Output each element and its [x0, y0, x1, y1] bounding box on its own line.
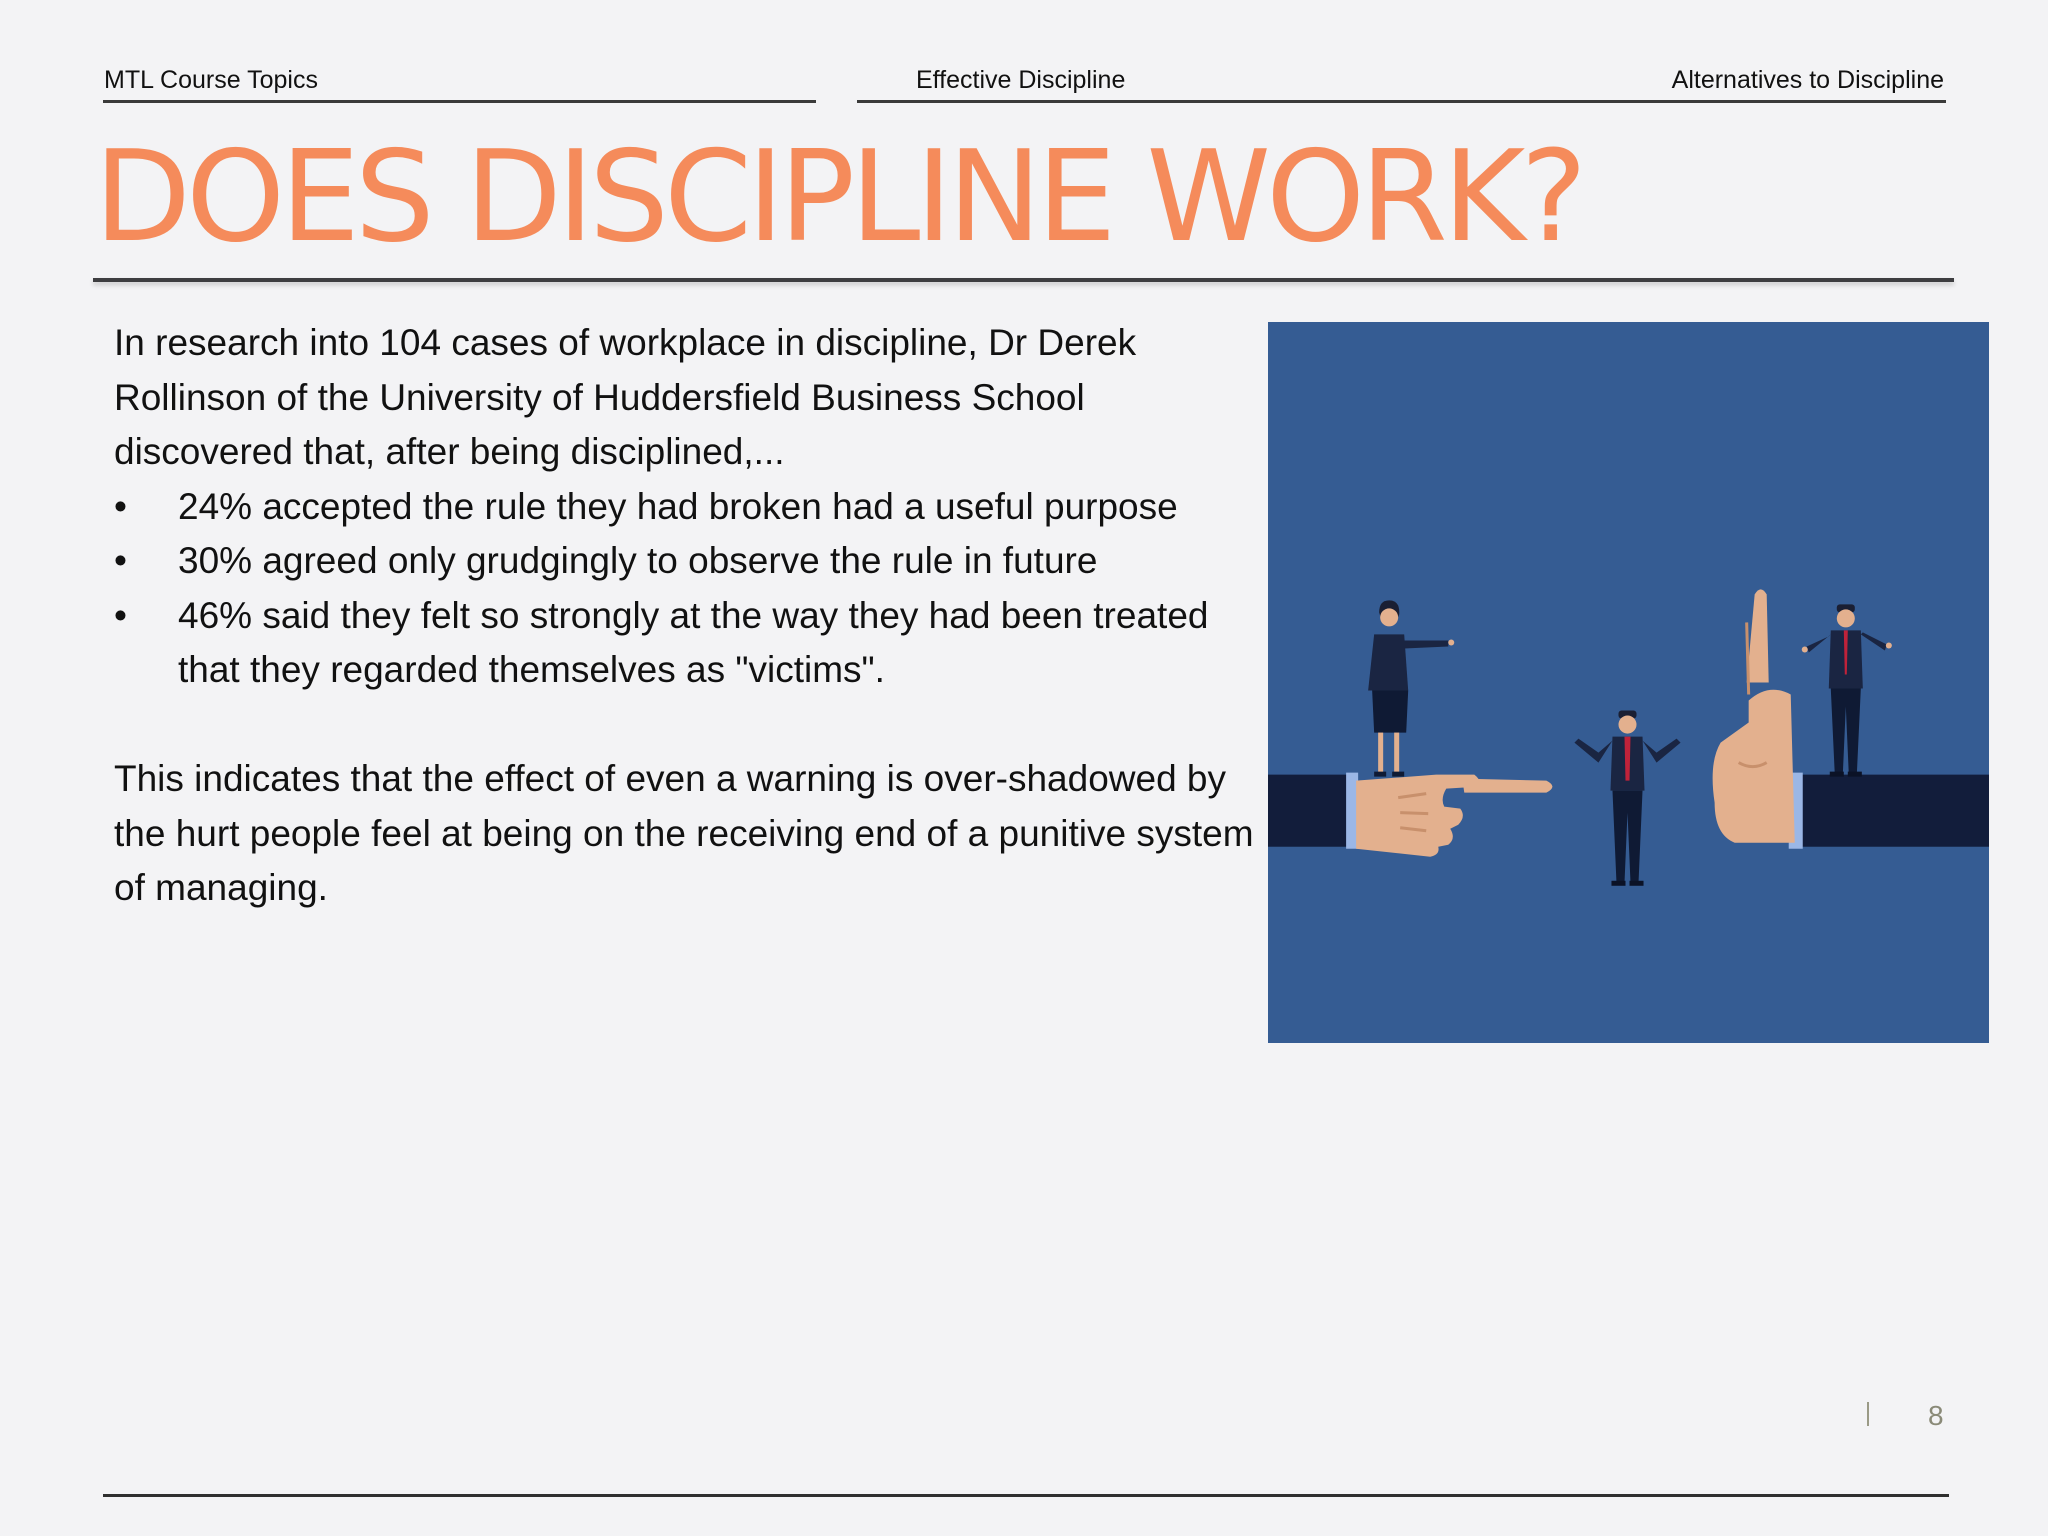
bullet-icon: •: [114, 485, 127, 527]
bullet-icon: •: [114, 594, 127, 636]
list-item: [114, 534, 1254, 589]
findings-list: [114, 480, 1254, 698]
conclusion-paragraph: This indicates that the effect of even a warning is over-shadowed by the hurt people feel at being on the receiving end of a punitive system of managing.: [114, 758, 1254, 908]
page-number-divider: [1867, 1402, 1869, 1426]
footer-divider: [103, 1494, 1949, 1497]
list-item: [114, 480, 1254, 535]
list-item: [114, 589, 1254, 698]
nav-link-mtl-course-topics[interactable]: MTL Course Topics: [104, 66, 318, 94]
bullet-text: 46% said they felt so strongly at the way they had been treated that they regarded themselves as "victims".: [178, 594, 1209, 690]
nav-divider-left: [103, 100, 816, 103]
title-divider: [93, 278, 1954, 282]
discipline-illustration: [1268, 322, 1989, 1043]
bullet-text: 30% agreed only grudgingly to observe the rule in future: [178, 540, 1098, 581]
nav-divider-right: [857, 100, 1946, 103]
bullet-text: 24% accepted the rule they had broken had a useful purpose: [178, 485, 1178, 527]
body-text: [114, 316, 1254, 916]
bullet-icon: •: [114, 540, 127, 581]
intro-paragraph: In research into 104 cases of workplace in discipline, Dr Derek Rollinson of the University of Huddersfield Business School discovered that, after being disciplined,...: [114, 322, 1137, 472]
page-number: 8: [1928, 1400, 1944, 1431]
slide-title: DOES DISCIPLINE WORK?: [94, 123, 1583, 270]
paragraph-spacer: [114, 698, 1254, 753]
nav-link-alternatives-to-discipline[interactable]: Alternatives to Discipline: [1671, 66, 1944, 94]
nav-link-effective-discipline[interactable]: Effective Discipline: [916, 66, 1126, 94]
